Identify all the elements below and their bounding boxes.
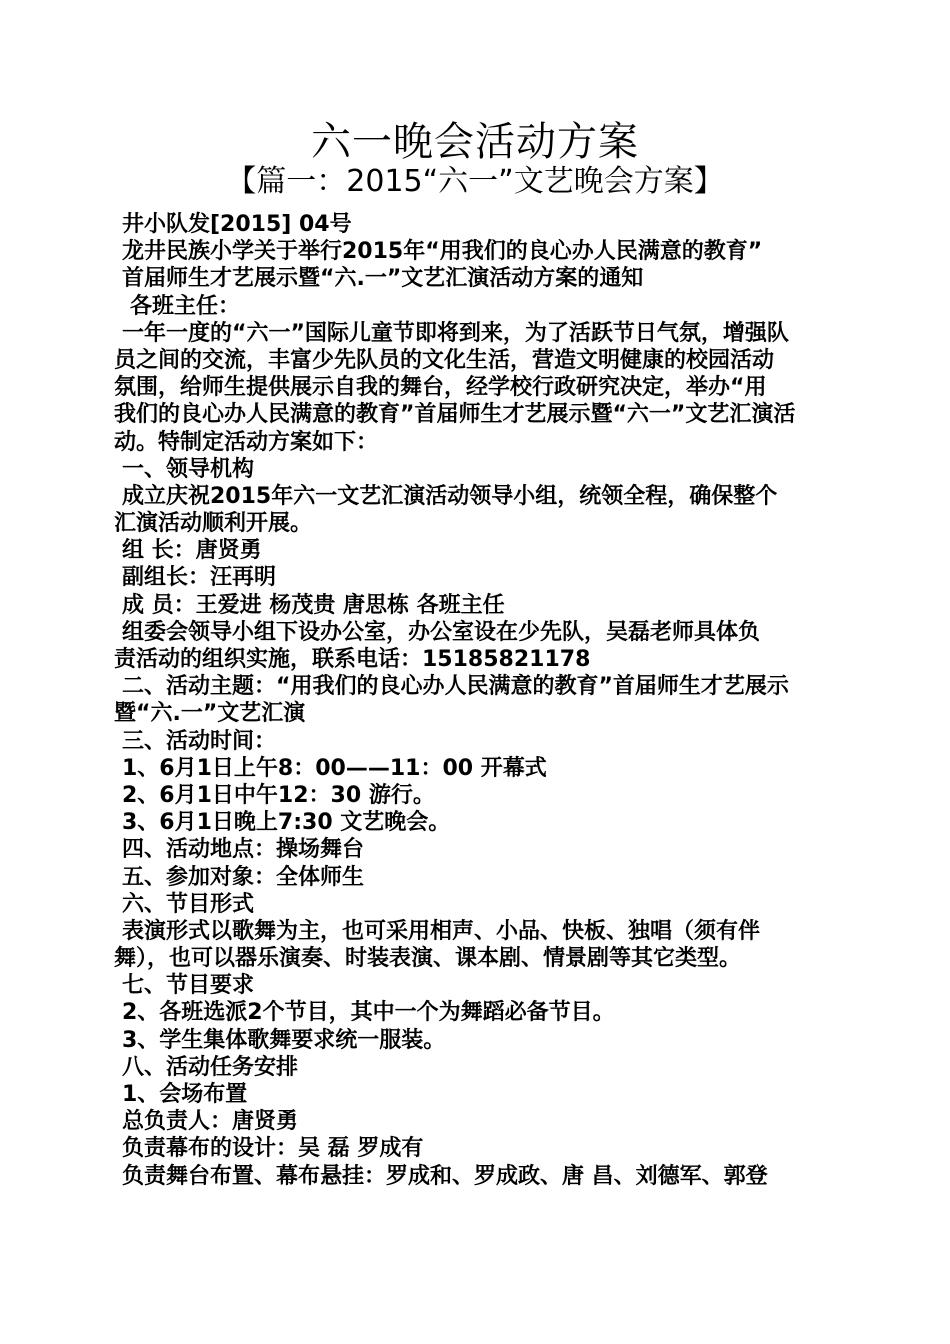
schedule-item: 2、6月1日中午12：30 游行。: [122, 782, 435, 808]
contact-line: 责活动的组织实施，联系电话：15185821178: [114, 647, 591, 672]
schedule-item: 1、6月1日上午8：00——11：00 开幕式: [122, 755, 547, 781]
assignment-line: 总负责人：唐贤勇: [122, 1109, 299, 1135]
assignment-line: 负责舞台布置、幕布悬挂：罗成和、罗成政、唐 昌、刘德军、郭登: [122, 1163, 768, 1189]
leader-line: 组 长：唐贤勇: [122, 538, 262, 564]
paragraph-line: 动。特制定活动方案如下：: [114, 429, 379, 455]
paragraph-line: 表演形式以歌舞为主，也可采用相声、小品、快板、独唱（须有伴: [122, 918, 761, 944]
section-heading: 二、活动主题：“用我们的良心办人民满意的教育”首届师生才艺展示: [122, 674, 789, 700]
paragraph-line: 成立庆祝2015年六一文艺汇演活动领导小组，统领全程，确保整个: [122, 483, 778, 509]
requirement-item: 3、学生集体歌舞要求统一服装。: [122, 1027, 446, 1053]
section-heading: 五、参加对象：全体师生: [122, 864, 365, 890]
requirement-item: 2、各班选派2个节目，其中一个为舞蹈必备节目。: [122, 1000, 615, 1026]
section-heading: 七、节目要求: [122, 973, 255, 999]
subsection-heading: 1、会场布置: [122, 1082, 248, 1107]
assignment-line: 负责幕布的设计：吴 磊 罗成有: [122, 1136, 424, 1162]
notice-title-line-2: 首届师生才艺展示暨“六.一”文艺汇演活动方案的通知: [122, 266, 644, 292]
section-heading: 八、活动任务安排: [122, 1054, 299, 1080]
doc-number: 井小队发[2015] 04号: [122, 212, 352, 237]
paragraph-line: 员之间的交流，丰富少先队员的文化生活，营造文明健康的校园活动: [114, 347, 775, 373]
schedule-item: 3、6月1日晚上7:30 文艺晚会。: [122, 810, 451, 836]
document-body: [114, 211, 838, 1190]
document-title: 六一晚会活动方案: [311, 119, 639, 165]
paragraph-line: 汇演活动顺利开展。: [114, 511, 313, 537]
paragraph-line: 氛围，给师生提供展示自我的舞台，经学校行政研究决定，举办“用: [114, 375, 767, 401]
section-heading: 三、活动时间：: [122, 728, 277, 754]
paragraph-line: 暨“六.一”文艺汇演: [114, 701, 306, 727]
document-subtitle: 【篇一：2015“六一”文艺晚会方案】: [226, 164, 724, 199]
section-heading: 六、节目形式: [122, 891, 255, 917]
section-heading: 四、活动地点：操场舞台: [122, 837, 365, 863]
section-heading: 一、领导机构: [122, 456, 255, 482]
paragraph-line: 组委会领导小组下设办公室，办公室设在少先队，吴磊老师具体负: [122, 619, 761, 645]
notice-title-line-1: 龙井民族小学关于举行2015年“用我们的良心办人民满意的教育”: [122, 239, 763, 265]
members-line: 成 员：王爱进 杨茂贵 唐思栋 各班主任: [122, 592, 505, 618]
deputy-leader-line: 副组长：汪再明: [122, 565, 277, 591]
paragraph-line: 一年一度的“六一”国际儿童节即将到来，为了活跃节日气氛，增强队: [122, 320, 789, 346]
salutation: 各班主任：: [130, 293, 241, 319]
paragraph-line: 舞），也可以器乐演奏、时装表演、课本剧、情景剧等其它类型。: [114, 946, 742, 972]
paragraph-line: 我们的良心办人民满意的教育”首届师生才艺展示暨“六一”文艺汇演活: [114, 402, 796, 428]
